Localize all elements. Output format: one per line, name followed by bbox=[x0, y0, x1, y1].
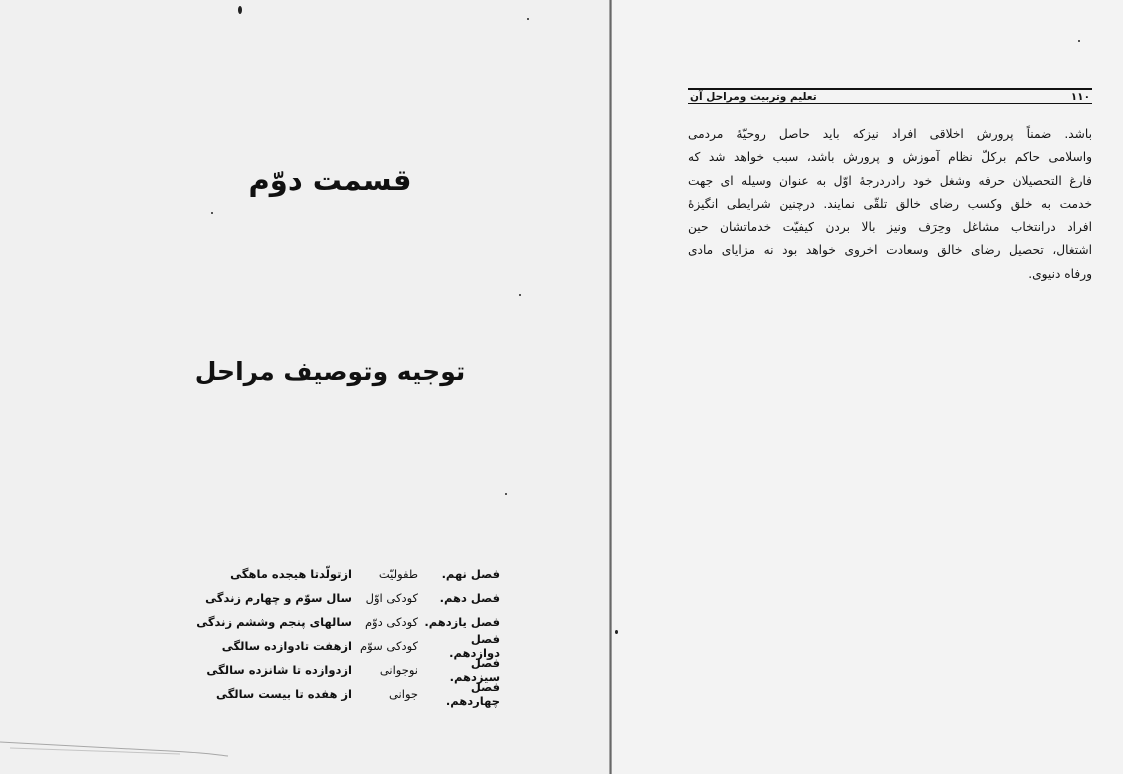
running-header bbox=[688, 88, 1092, 104]
chapter-label: فصل دهم. bbox=[439, 591, 500, 605]
chapter-row bbox=[180, 658, 500, 682]
chapter-label: فصل یازدهم. bbox=[424, 615, 500, 629]
chapter-row bbox=[180, 586, 500, 610]
ink-speck bbox=[1078, 40, 1080, 42]
chapter-stage: جوانی bbox=[388, 687, 418, 701]
ink-speck bbox=[238, 6, 242, 14]
chapter-row bbox=[180, 634, 500, 658]
chapter-stage: نوجوانی bbox=[379, 663, 418, 677]
chapter-label: فصل سیزدهم. bbox=[449, 656, 500, 684]
text-line: فارغ التحصیلان حرفه وشغل خود رادردرجهٔ اوّل به عنوان وسیله ای جهت bbox=[688, 173, 1092, 188]
ink-speck bbox=[211, 212, 213, 214]
chapter-row bbox=[180, 562, 500, 586]
chapter-age-range: ازهفت تادوازده سالگی bbox=[221, 639, 352, 653]
chapter-age-range: ازتولّدتا هیجده ماهگی bbox=[230, 567, 352, 581]
part-subtitle: توجیه وتوصیف مراحل bbox=[194, 357, 466, 386]
part-title: قسمت دوّم bbox=[248, 163, 412, 197]
chapter-label: فصل دوازدهم. bbox=[449, 632, 500, 660]
chapter-stage: کودکی دوّم bbox=[364, 615, 418, 629]
text-line: واسلامی حاکم برکلّ نظام آموزش و پرورش باشد، سبب خواهد شد که bbox=[688, 150, 1092, 165]
chapter-age-range: سالهای پنجم وششم زندگی bbox=[196, 615, 352, 629]
chapter-row bbox=[180, 610, 500, 634]
text-line: باشد. ضمناً پرورش اخلاقی افراد نیزکه باید حاصل روحیّهٔ مردمی bbox=[688, 127, 1092, 141]
chapter-row bbox=[180, 682, 500, 706]
chapter-age-range: سال سوّم و چهارم زندگی bbox=[205, 591, 352, 605]
ink-speck bbox=[527, 18, 529, 20]
body-paragraph bbox=[688, 123, 1092, 286]
text-line: افراد درانتخاب مشاغل وحِرَف ونیز بالا بردن کیفیّت خدماتشان حین bbox=[688, 220, 1092, 235]
chapter-stage: کودکی اوّل bbox=[365, 591, 418, 605]
text-line: اشتغال، تحصیل رضای خالق وسعادت اخروی خواهد بود نه مزایای مادی bbox=[688, 243, 1092, 258]
page-number: ۱۱۰ bbox=[1070, 90, 1090, 103]
running-title: تعلیم وتربیت ومراحل آن bbox=[690, 90, 817, 103]
chapter-label: فصل نهم. bbox=[441, 567, 500, 581]
right-page bbox=[612, 0, 1123, 774]
chapter-age-range: ازدوازده تا شانزده سالگی bbox=[206, 663, 352, 677]
ink-speck bbox=[615, 630, 618, 634]
chapter-list bbox=[180, 562, 500, 706]
text-line: ورفاه دنیوی. bbox=[1028, 266, 1092, 281]
chapter-stage: کودکی سوّم bbox=[360, 639, 418, 653]
page-scuff-mark bbox=[0, 738, 230, 758]
chapter-age-range: از هفده تا بیست سالگی bbox=[215, 687, 352, 701]
chapter-label: فصل چهاردهم. bbox=[445, 680, 500, 708]
ink-speck bbox=[519, 294, 521, 296]
text-line: خدمت به خلق وکسب رضای خالق تلقّی نمایند. درچنین شرایطی انگیزهٔ bbox=[688, 196, 1092, 211]
ink-speck bbox=[505, 493, 507, 495]
chapter-stage: طفولیّت bbox=[378, 567, 418, 581]
